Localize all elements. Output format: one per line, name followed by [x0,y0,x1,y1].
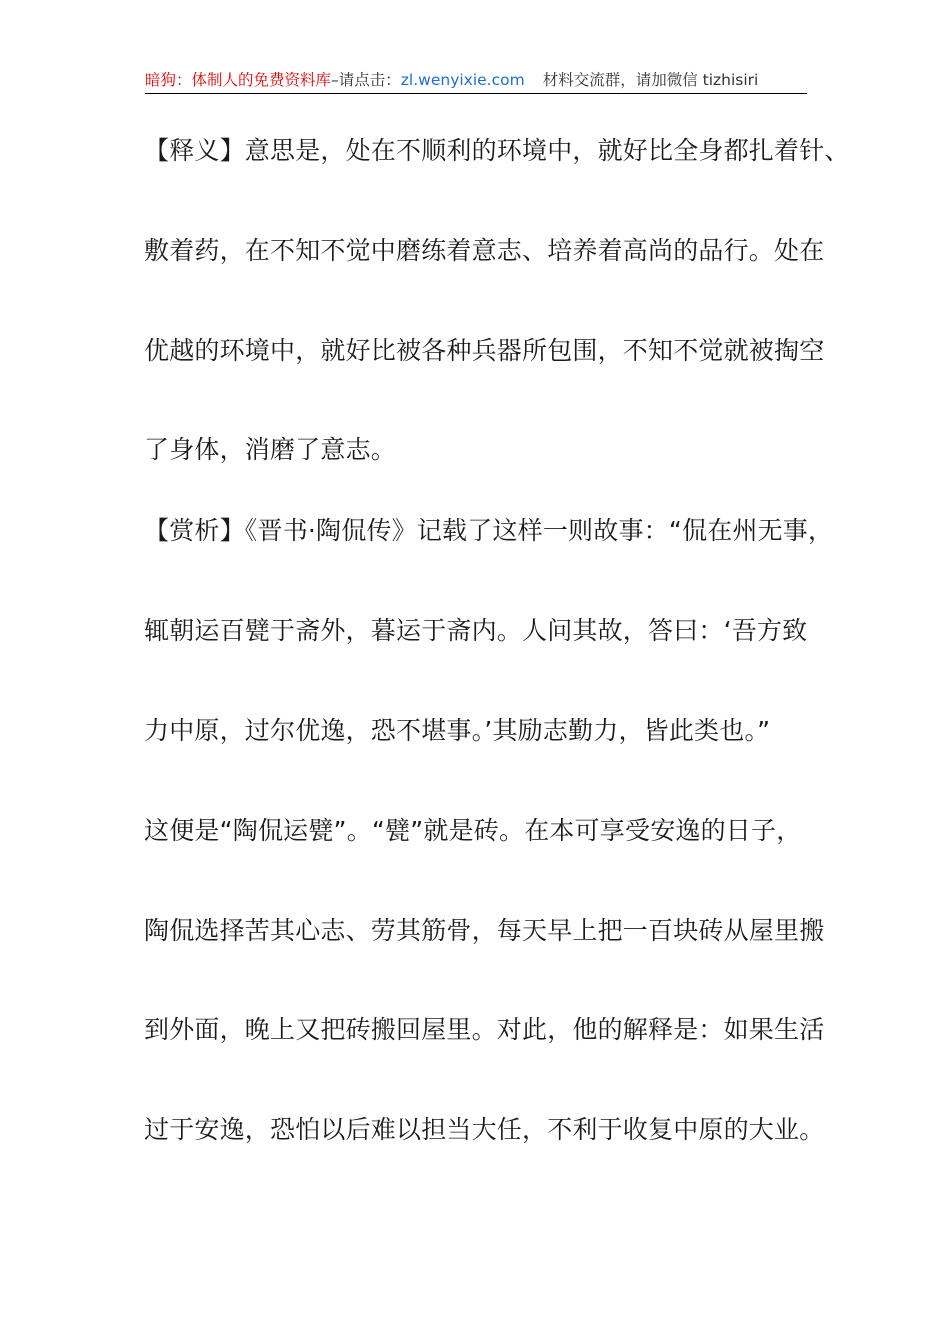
text-line: 力中原，过尔优逸，恐不堪事。’其励志勤力，皆此类也。” [144,715,771,745]
text-line: 优越的环境中，就好比被各种兵器所包围，不知不觉就被掏空 [144,335,825,365]
header-link[interactable]: zl.wenyixie.com [400,71,525,89]
text-line: 过于安逸，恐怕以后难以担当大任，不利于收复中原的大业。 [144,1115,825,1145]
text-line: 【赏析】《晋书·陶侃传》记载了这样一则故事：“侃在州无事， [144,516,834,546]
text-line: 敷着药，在不知不觉中磨练着意志、培养着高尚的品行。处在 [144,235,825,265]
header-brand: 暗狗：体制人的免费资料库 [145,71,332,89]
text-line: 到外面，晚上又把砖搬回屋里。对此，他的解释是：如果生活 [144,1015,825,1045]
text-line: 【释义】意思是，处在不顺利的环境中，就好比全身都扎着针、 [144,136,850,165]
document-body [144,126,850,1205]
text-line: 辄朝运百甓于斋外，暮运于斋内。人问其故，答曰：‘吾方致 [144,616,808,646]
page-header [145,66,807,94]
header-prompt: –请点击： [331,71,401,89]
header-group-info: 材料交流群，请加微信 tizhisiri [542,71,759,89]
text-line: 这便是“陶侃运甓”。“甓”就是砖。在本可享受安逸的日子， [144,815,802,845]
text-line: 陶侃选择苦其心志、劳其筋骨，每天早上把一百块砖从屋里搬 [144,915,825,945]
text-line: 了身体，消磨了意志。 [144,435,397,465]
